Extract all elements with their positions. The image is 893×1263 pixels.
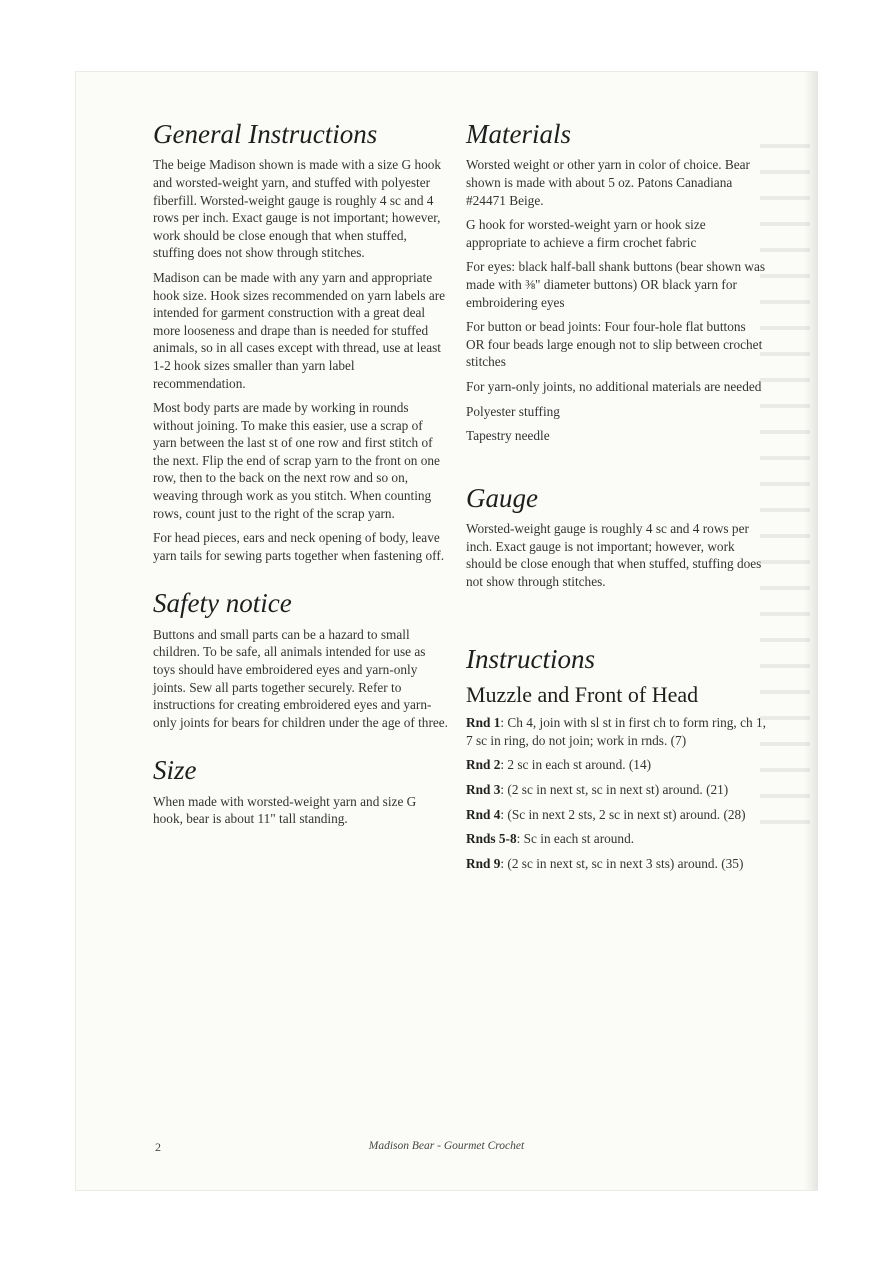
round-label: Rnd 3 [466, 782, 501, 798]
gauge-paragraph: Worsted-weight gauge is roughly 4 sc and 4 rows per inch. Exact gauge is not important; however, work should be close enough that when stuffed, stuffing does not show through stitches. [466, 521, 762, 589]
page-number: 2 [155, 1140, 161, 1154]
materials-item: For button or bead joints: Four four-hole flat buttons OR four beads large enough not to slip between crochet stitches [466, 319, 763, 370]
instructions-heading: Instructions [466, 644, 596, 675]
round-instruction [466, 714, 766, 749]
round-text: : 2 sc in each st around. (14) [500, 757, 652, 773]
size-paragraph: When made with worsted-weight yarn and size G hook, bear is about 11" tall standing. [153, 793, 417, 827]
page-footer [0, 1140, 893, 1160]
round-text: : (2 sc in next st, sc in next 3 sts) around. (35) [500, 855, 744, 871]
round-text: : Ch 4, join with sl st in first ch to form ring, ch 1, 7 sc in ring, do not join; work in rnds. (7) [466, 715, 766, 748]
safety-notice-heading: Safety notice [153, 588, 292, 619]
round-text: : (2 sc in next st, sc in next st) around. (21) [500, 782, 729, 798]
general-instructions-heading: General Instructions [153, 119, 378, 149]
left-column [153, 118, 449, 835]
round-label: Rnd 4 [466, 806, 501, 822]
materials-item: Tapestry needle [466, 428, 550, 444]
round-text: : (Sc in next 2 sts, 2 sc in next st) around. (28) [500, 806, 746, 822]
round-instruction [466, 830, 766, 848]
round-instruction [466, 756, 766, 774]
round-label: Rnd 1 [466, 715, 501, 731]
materials-item: For eyes: black half-ball shank buttons (bear shown was made with ⅜" diameter buttons) OR black yarn for embroidering eyes [466, 259, 766, 310]
materials-heading: Materials [466, 119, 571, 149]
footer-title: Madison Bear - Gourmet Crochet [368, 1140, 525, 1152]
materials-item: Polyester stuffing [466, 403, 560, 419]
general-paragraph: The beige Madison shown is made with a size G hook and worsted-weight yarn, and stuffed with polyester fiberfill. Worsted-weight gauge is roughly 4 sc and 4 rows per inch. Exact gauge is not important; however, work should be close enough that when stuffed, stuffing does not show through stitches. [153, 157, 442, 261]
safety-paragraph: Buttons and small parts can be a hazard to small children. To be safe, all animals intended for use as toys should have embroidered eyes and yarn-only joints. Sew all parts together securely. Refer to instructions for creating embroidered eyes and yarn-only joints for bears for children under the age of three. [153, 626, 449, 730]
round-label: Rnds 5-8 [466, 831, 517, 847]
general-paragraph: Most body parts are made by working in rounds without joining. To make this easier, use a scrap of yarn between the last st of one row and first stitch of the next. Flip the end of scrap yarn to the front on one row, then to the back on the next row and so on, weaving through work as you stitch. When counting rows, count just to the right of the scrap yarn. [153, 400, 440, 521]
materials-item: Worsted weight or other yarn in color of choice. Bear shown is made with about 5 oz. Patons Canadiana #24471 Beige. [466, 157, 750, 208]
right-column [466, 118, 766, 879]
materials-item: G hook for worsted-weight yarn or hook size appropriate to achieve a firm crochet fabric [466, 217, 706, 250]
materials-item: For yarn-only joints, no additional materials are needed [466, 378, 762, 394]
show-through-text [760, 130, 810, 830]
general-paragraph: For head pieces, ears and neck opening of body, leave yarn tails for sewing parts together when fastening off. [153, 530, 445, 563]
muzzle-heading: Muzzle and Front of Head [466, 681, 699, 707]
round-label: Rnd 2 [466, 757, 501, 773]
round-text: : Sc in each st around. [516, 831, 635, 847]
general-paragraph: Madison can be made with any yarn and appropriate hook size. Hook sizes recommended on yarn labels are intended for garment construction with a great deal more looseness and drape than is needed for stuffed animals, so in all cases except with thread, use at least 1-2 hook sizes smaller than yarn label recommendation. [153, 269, 446, 391]
round-instruction [466, 781, 766, 799]
gauge-heading: Gauge [466, 482, 538, 513]
round-instruction [466, 855, 766, 873]
size-heading: Size [153, 755, 197, 786]
round-instruction [466, 806, 766, 824]
round-label: Rnd 9 [466, 855, 501, 871]
